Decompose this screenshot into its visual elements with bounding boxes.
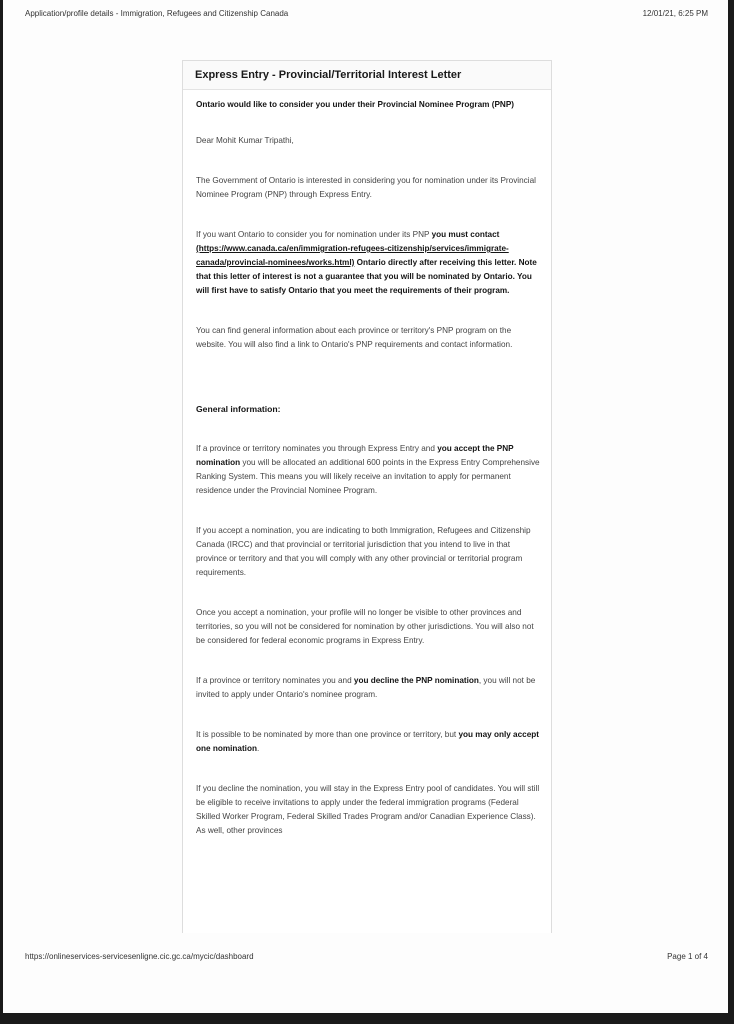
letter-intro: Ontario would like to consider you under their Provincial Nominee Program (PNP) xyxy=(196,100,515,109)
print-header-datetime: 12/01/21, 6:25 PM xyxy=(642,9,708,18)
paragraph-general-info-website: You can find general information about each province or territory's PNP program on the website. You will also find a link to Ontario's PNP requirements and contact information. xyxy=(196,326,513,349)
letter-greeting: Dear Mohit Kumar Tripathi, xyxy=(196,136,294,145)
pdf-page xyxy=(3,0,728,1013)
print-footer-url: https://onlineservices-servicesenligne.cic.gc.ca/mycic/dashboard xyxy=(25,952,254,961)
paragraph-nomination-interest: The Government of Ontario is interested in considering you for nomination under its Provincial Nominee Program (PNP) through Express Entry. xyxy=(196,176,536,199)
print-header-title: Application/profile details - Immigration, Refugees and Citizenship Canada xyxy=(25,9,289,18)
paragraph-decline-nomination: If a province or territory nominates you and you decline the PNP nomination, you will not be invited to apply under Ontario's nominee program. xyxy=(196,676,536,699)
general-information-heading: General information: xyxy=(196,404,281,414)
paragraph-multiple-nominations: It is possible to be nominated by more than one province or territory, but you may only accept one nomination. xyxy=(196,730,539,753)
paragraph-express-entry-pool: If you decline the nomination, you will stay in the Express Entry pool of candidates. You will still be eligible to receive invitations to apply under the federal immigration programs (Federal Skilled Worker Program, Federal Skilled Trades Program and/or Canadian Experience Class). As well, other provinces xyxy=(196,784,540,835)
letter-card xyxy=(182,60,552,933)
paragraph-profile-visibility: Once you accept a nomination, your profile will no longer be visible to other provinces and territories, so you will not be considered for nomination by other jurisdictions. You will also not be considered for federal economic programs in Express Entry. xyxy=(196,608,534,645)
letter-title: Express Entry - Provincial/Territorial Interest Letter xyxy=(183,61,551,90)
paragraph-accept-nomination-intent: If you accept a nomination, you are indicating to both Immigration, Refugees and Citizenship Canada (IRCC) and that provincial or territorial jurisdiction that you intend to live in that province or territory and that you will comply with any other provincial or territorial program requirements. xyxy=(196,526,531,577)
letter-body xyxy=(183,90,551,838)
pnp-info-link[interactable]: (https://www.canada.ca/en/immigration-refugees-citizenship/services/immigrate-canada/provincial-nominees/works.html) xyxy=(196,244,509,267)
print-footer-page-number: Page 1 of 4 xyxy=(667,952,708,961)
paragraph-contact-ontario: If you want Ontario to consider you for nomination under its PNP you must contact (https://www.canada.ca/en/immigration-refugees-citizenship/services/immigrate-canada/provincial-nominees/works.html) Ontario directly after receiving this letter. Note that this letter of interest is not a guarantee that you will be nominated by Ontario. You will first have to satisfy Ontario that you meet the requirements of their program. xyxy=(196,230,537,295)
paragraph-accept-nomination-points: If a province or territory nominates you through Express Entry and you accept the PNP nomination you will be allocated an additional 600 points in the Express Entry Comprehensive Ranking System. This means you will likely receive an invitation to apply for permanent residence under the Provincial Nominee Program. xyxy=(196,444,540,495)
